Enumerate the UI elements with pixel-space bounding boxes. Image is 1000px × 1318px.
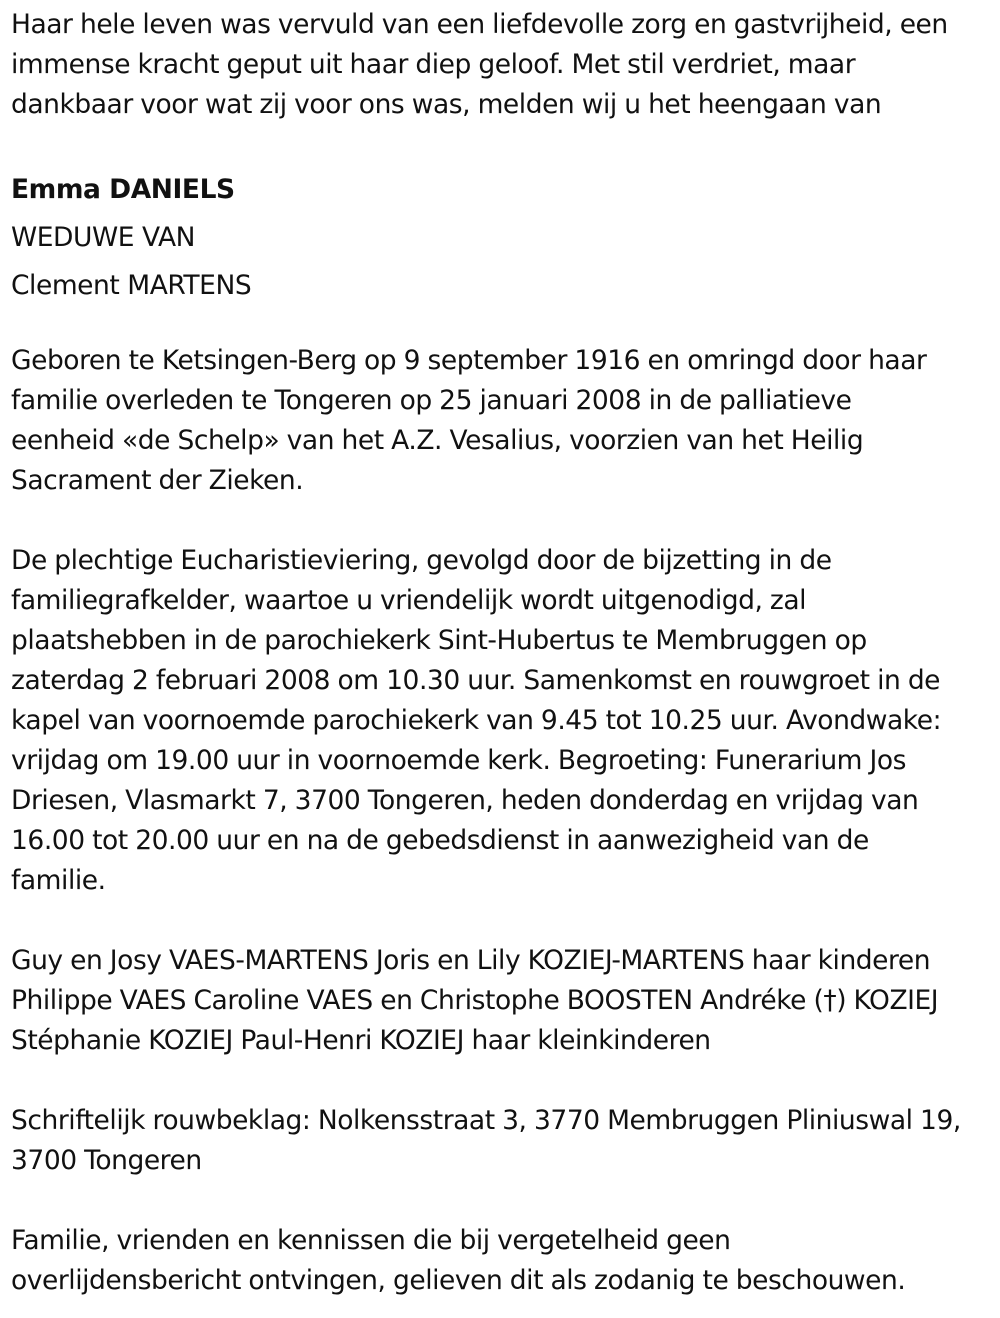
condolence-address-paragraph — [11, 1101, 991, 1181]
intro-line: Haar hele leven was vervuld van een liefdevolle zorg en gastvrijheid, een — [11, 9, 948, 40]
address-line: Schriftelijk rouwbeklag: Nolkensstraat 3, 3770 Membruggen Pliniuswal 19, — [11, 1105, 961, 1136]
closing-line: overlijdensbericht ontvingen, gelieven dit als zodanig te beschouwen. — [11, 1265, 906, 1296]
deceased-name: Emma DANIELS — [11, 174, 235, 205]
closing-line: Familie, vrienden en kennissen die bij vergetelheid geen — [11, 1225, 731, 1256]
spouse-name: Clement MARTENS — [11, 270, 252, 301]
birth-death-paragraph — [11, 341, 986, 501]
family-line: Philippe VAES Caroline VAES en Christophe BOOSTEN Andréke (†) KOZIEJ — [11, 985, 939, 1016]
intro-line: immense kracht geput uit haar diep geloof. Met stil verdriet, maar — [11, 49, 856, 80]
funeral-line: kapel van voornoemde parochiekerk van 9.45 tot 10.25 uur. Avondwake: — [11, 705, 942, 736]
birth-death-line: eenheid «de Schelp» van het A.Z. Vesalius, voorzien van het Heilig — [11, 425, 864, 456]
funeral-line: plaatshebben in de parochiekerk Sint-Hubertus te Membruggen op — [11, 625, 867, 656]
closing-paragraph — [11, 1221, 986, 1301]
birth-death-line: Sacrament der Zieken. — [11, 465, 304, 496]
deceased-block — [11, 166, 986, 310]
address-line: 3700 Tongeren — [11, 1145, 202, 1176]
birth-death-line: Geboren te Ketsingen-Berg op 9 september 1916 en omringd door haar — [11, 345, 927, 376]
funeral-line: familiegrafkelder, waartoe u vriendelijk wordt uitgenodigd, zal — [11, 585, 807, 616]
funeral-line: 16.00 tot 20.00 uur en na de gebedsdienst in aanwezigheid van de — [11, 825, 869, 856]
birth-death-line: familie overleden te Tongeren op 25 januari 2008 in de palliatieve — [11, 385, 852, 416]
relation-label: WEDUWE VAN — [11, 222, 196, 253]
intro-paragraph — [11, 5, 986, 125]
funeral-line: zaterdag 2 februari 2008 om 10.30 uur. Samenkomst en rouwgroet in de — [11, 665, 941, 696]
funeral-line: vrijdag om 19.00 uur in voornoemde kerk. Begroeting: Funerarium Jos — [11, 745, 906, 776]
funeral-line: familie. — [11, 865, 106, 896]
intro-line: dankbaar voor wat zij voor ons was, melden wij u het heengaan van — [11, 89, 882, 120]
funeral-paragraph — [11, 541, 991, 901]
funeral-line: De plechtige Eucharistieviering, gevolgd door de bijzetting in de — [11, 545, 832, 576]
family-paragraph — [11, 941, 991, 1061]
family-line: Stéphanie KOZIEJ Paul-Henri KOZIEJ haar kleinkinderen — [11, 1025, 711, 1056]
family-line: Guy en Josy VAES-MARTENS Joris en Lily KOZIEJ-MARTENS haar kinderen — [11, 945, 931, 976]
funeral-line: Driesen, Vlasmarkt 7, 3700 Tongeren, heden donderdag en vrijdag van — [11, 785, 919, 816]
